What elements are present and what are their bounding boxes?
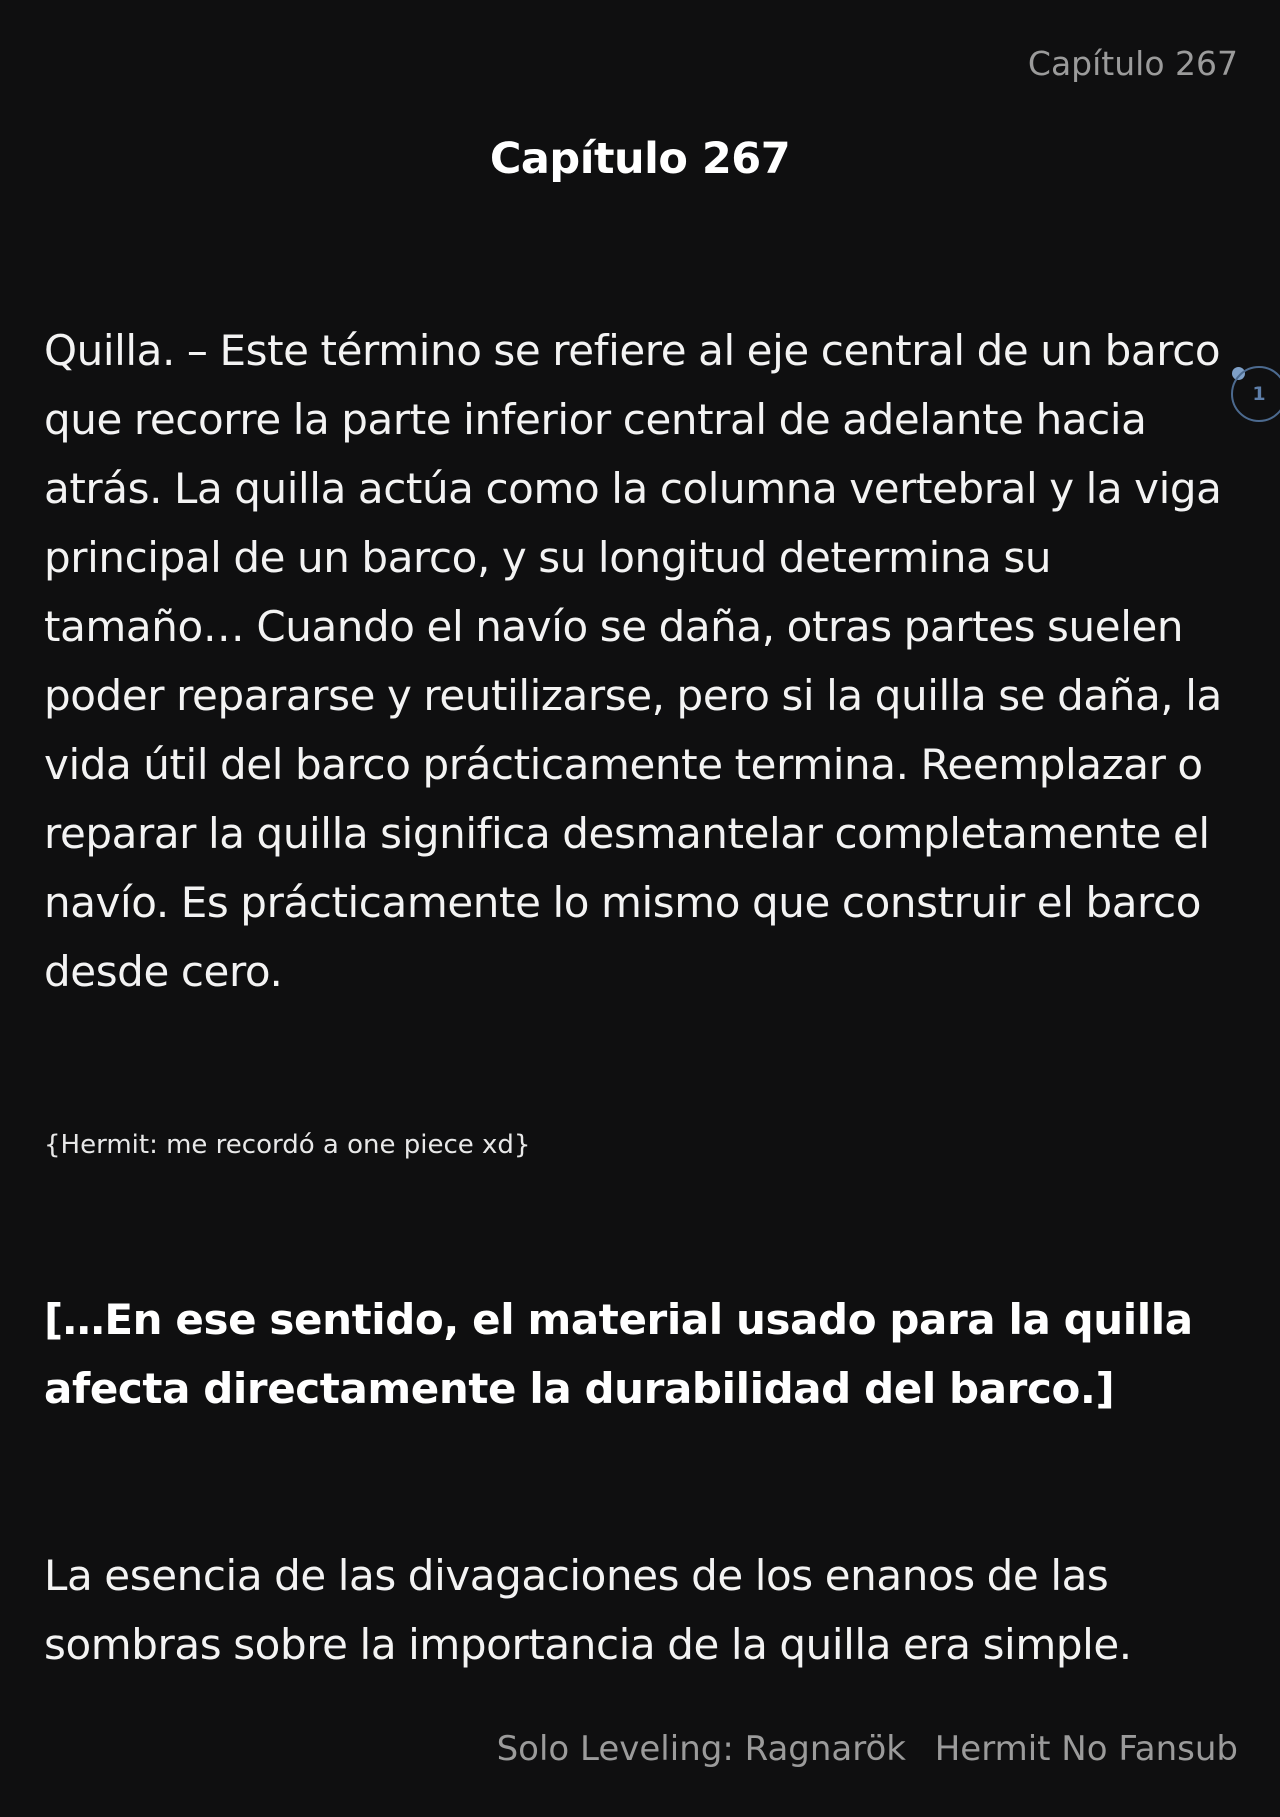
paragraph-dwarves-essence: La esencia de las divagaciones de los enanos de las sombras sobre la importancia de la quilla era simple. [44,1551,1132,1669]
translator-note: {Hermit: me recordó a one piece xd} [44,1130,531,1160]
paragraph-system-message: […En ese sentido, el material usado para la quilla afecta directamente la durabilidad del barco.] [44,1295,1193,1413]
chapter-title: Capítulo 267 [489,134,791,184]
comment-count-marker[interactable]: 1 [1231,366,1280,422]
footer-book-title: Solo Leveling: Ragnarök [496,1729,906,1769]
reader-header-chapter-label: Capítulo 267 [1027,44,1238,83]
paragraph-keel-definition: Quilla. – Este término se refiere al eje central de un barco que recorre la parte inferior central de adelante hacia atrás. La quilla actúa como la columna vertebral y la viga principal de un barco, y su longitud determina su tamaño… Cuando el navío se daña, otras partes suelen poder repararse y reutilizarse, pero si la quilla se daña, la vida útil del barco prácticamente termina. Reemplazar o reparar la quilla significa desmantelar completamente el navío. Es prácticamente lo mismo que construir el barco desde cero. [44,326,1222,996]
footer-translator: Hermit No Fansub [934,1729,1238,1769]
